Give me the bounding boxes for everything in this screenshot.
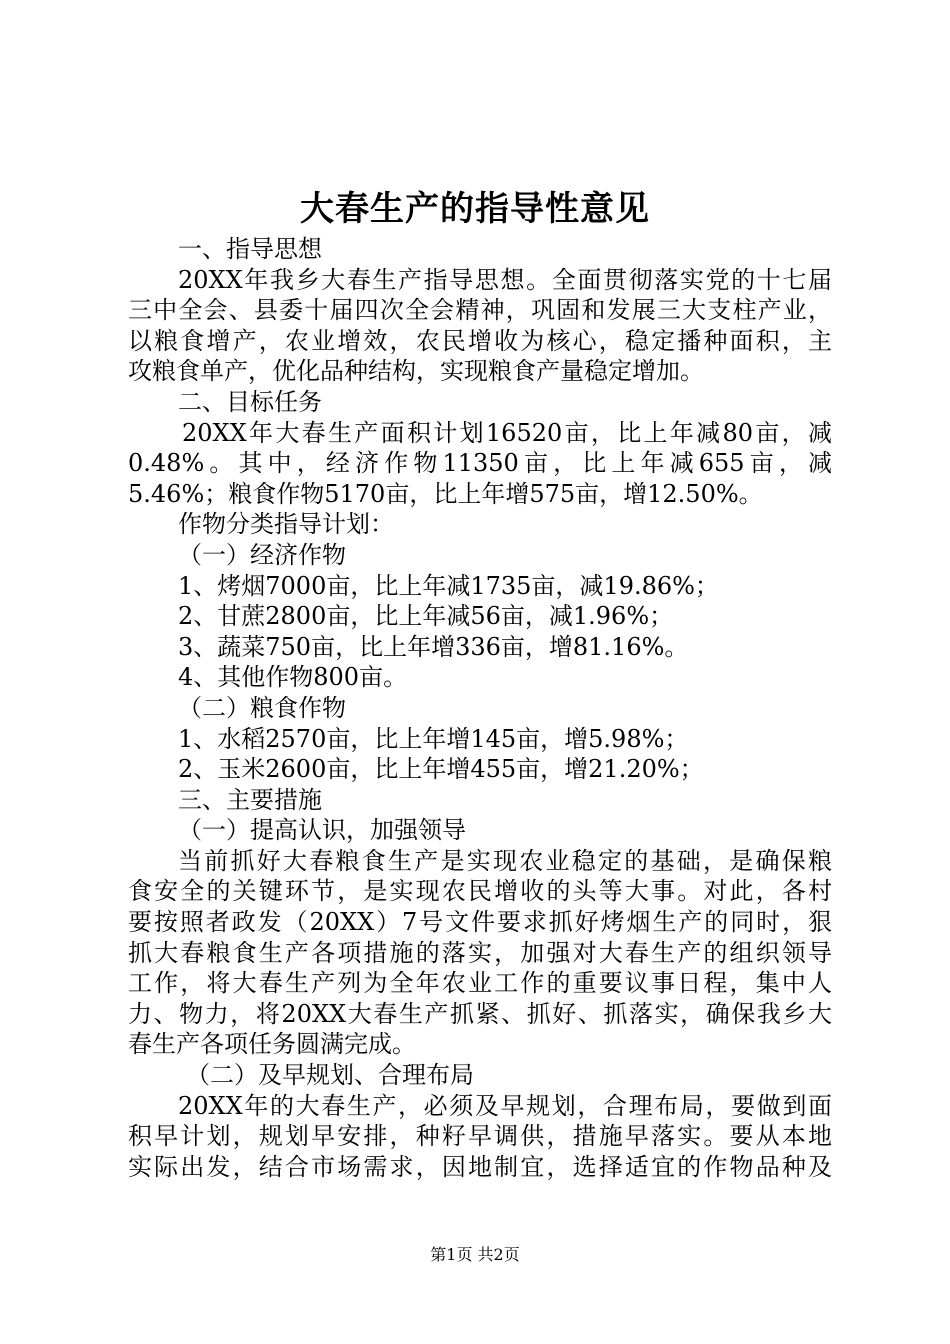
list-item: 4、其他作物800亩。 [178,663,408,692]
page-footer: 第1页 共2页 [430,1245,520,1264]
paragraph-line: 春生产各项任务圆满完成。 [128,1030,416,1059]
paragraph-line: 20XX年我乡大春生产指导思想。全面贯彻落实党的十七届 [178,265,832,294]
section-heading-3: 三、主要措施 [178,785,322,814]
paragraph-line: 工作，将大春生产列为全年农业工作的重要议事日程，集中人 [128,969,832,998]
paragraph-line: 攻粮食单产，优化品种结构，实现粮食产量稳定增加。 [128,357,704,386]
section-heading-2: 二、目标任务 [178,387,322,416]
paragraph-line: 20XX年大春生产面积计划16520亩，比上年减80亩，减 [182,418,832,447]
subsection-heading: （一）经济作物 [178,540,346,569]
paragraph-line: 积早计划，规划早安排，种籽早调供，措施早落实。要从本地 [128,1122,832,1151]
list-item: 1、烤烟7000亩，比上年减1735亩，减19.86%； [178,571,719,600]
paragraph-line: 作物分类指导计划： [178,510,394,539]
list-item: 3、蔬菜750亩，比上年增336亩，增81.16%。 [178,632,689,661]
paragraph-line: 力、物力，将20XX大春生产抓紧、抓好、抓落实，确保我乡大 [128,999,832,1028]
list-item: 1、水稻2570亩，比上年增145亩，增5.98%； [178,724,689,753]
paragraph-line: 5.46%；粮食作物5170亩，比上年增575亩，增12.50%。 [128,479,763,508]
paragraph-line: 当前抓好大春粮食生产是实现农业稳定的基础，是确保粮 [178,846,832,875]
paragraph-line: 实际出发，结合市场需求，因地制宜，选择适宜的作物品种及 [128,1152,832,1181]
paragraph-line: 以粮食增产，农业增效，农民增收为核心，稳定播种面积，主 [128,326,832,355]
document-body [128,234,832,1182]
list-item: 2、玉米2600亩，比上年增455亩，增21.20%； [178,755,704,784]
paragraph-line: 20XX年的大春生产，必须及早规划，合理布局，要做到面 [178,1091,832,1120]
subsection-heading: （一）提高认识，加强领导 [178,816,466,845]
subsection-heading: （二）粮食作物 [178,693,346,722]
paragraph-line: 食安全的关键环节，是实现农民增收的头等大事。对此，各村 [128,877,832,906]
paragraph-line: 要按照者政发（20XX）7号文件要求抓好烤烟生产的同时，狠 [128,908,832,937]
section-heading-1: 一、指导思想 [178,235,322,263]
subsection-heading: （二）及早规划、合理布局 [186,1061,474,1090]
paragraph-line: 0.48%。其中，经济作物11350亩，比上年减655亩，减 [128,449,832,478]
page-title: 大春生产的指导性意见 [300,189,650,229]
paragraph-line: 三中全会、县委十届四次全会精神，巩固和发展三大支柱产业， [128,296,832,325]
paragraph-line: 抓大春粮食生产各项措施的落实，加强对大春生产的组织领导 [128,938,832,967]
list-item: 2、甘蔗2800亩，比上年减56亩，减1.96%； [178,602,674,631]
